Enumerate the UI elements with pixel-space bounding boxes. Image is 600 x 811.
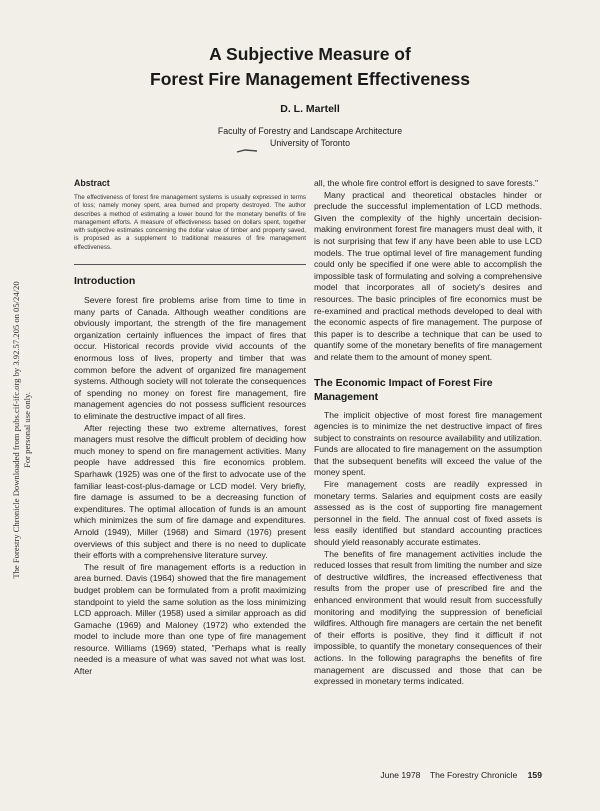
economic-paragraph-3: The benefits of fire management activities include the reduced losses that result from limiting the number and size of destructive wildfires, the increased effectiveness that results from the proper use of prescribed fire and the enhanced environment that would result from successfully monitoring and modifying the suppression of beneficial wildfires. Although fire managers are certain the net benefit of their efforts is positive, they find it difficult if not impossible, to quantify the monetary consequences of their actions. In the following paragraphs the benefits of fire management are discussed and those that can be expressed in monetary terms indicated. (314, 548, 542, 687)
affiliation-line2: University of Toronto (269, 138, 351, 148)
abstract-divider (74, 264, 306, 265)
left-column (74, 178, 306, 678)
article-title (60, 42, 560, 92)
download-notice-line2: For personal use only. (22, 392, 32, 468)
right-paragraph-continued: all, the whole fire control effort is designed to save forests." (314, 178, 539, 188)
page-number: 159 (527, 770, 542, 780)
download-notice (2, 0, 42, 811)
economic-paragraph-2: Fire management costs are readily expressed in monetary terms. Salaries and equipment costs are easily assessed as is the cost of supporting fire management personnel in the field. The annual cost of fixed assets is less easily identified but standard accounting practices should yield reasonably accurate estimates. (314, 479, 542, 548)
right-column (314, 178, 542, 688)
author-affiliation (60, 125, 560, 149)
article-title-line1: A Subjective Measure of (209, 44, 411, 64)
abstract-text: The effectiveness of forest fire management systems is usually expressed in terms of loss; namely money spent, area burned and property destroyed. The author describes a method of estimating a lower bound for the monetary benefits of fire management efforts. A measure of effectiveness based on dollars spent, together with subjective estimates concerning the dollar value of timber and property saved, is proposed as a supplement to traditional measures of fire management effectiveness. (74, 194, 306, 251)
intro-paragraph-2: After rejecting these two extreme alternatives, forest managers must resolve the difficult problem of deciding how much money to spend on fire management activities. Many people have addressed this fire economics problem. Sparhawk (1925) was one of the first to advocate use of the familiar least-cost-plus-damage or LCD model. Very briefly, fire damage is assumed to be a decreasing function of expenditures. The optimal allocation of funds is an amount which minimizes the sum of fire damage and expenditures. Arnold (1949), Miller (1968) and Simard (1976) present overviews of this subject and there is no need to duplicate their efforts with a comprehensive literature survey. (74, 422, 306, 561)
intro-paragraph-1: Severe forest fire problems arise from time to time in many parts of Canada. Although weather conditions are obviously important, the strength of the fire management organization certainly influences the impact of fires that occur. Historical records provide vivid accounts of the enormous loss of lives, property and timber that was common before the advent of organized fire management systems. Although society will not tolerate the consequences of spending no money on forest fire management, fire management agencies do not possess sufficient resources to eliminate the destructive impact of all fires. (74, 295, 306, 422)
page-footer (380, 770, 542, 780)
footer-separator (423, 770, 428, 780)
download-notice-text (11, 281, 33, 578)
economic-impact-heading: The Economic Impact of Forest Fire Management (314, 376, 493, 403)
article-title-line2: Forest Fire Management Effectiveness (150, 69, 470, 89)
issue-date: June 1978 (380, 770, 421, 780)
economic-paragraph-1: The implicit objective of most forest fire management agencies is to minimize the net destructive impact of fires subject to constraints on resource availability and utilization. Funds are allocated to fire management on the assumption that the subsequent benefits will exceed the value of the money spent. (314, 409, 542, 478)
author-name: D. L. Martell (280, 103, 340, 115)
download-notice-line1: The Forestry Chronicle Downloaded from pubs.cif-ifc.org by 3.92.57.205 on 05/24/20 (11, 281, 21, 579)
affiliation-line1: Faculty of Forestry and Landscape Architecture (217, 126, 403, 136)
right-paragraph-obstacles: Many practical and theoretical obstacles hinder or preclude the successful implementation of LCD methods. Given the complexity of the highly uncertain decision-making environment forest fire managers must deal with, it is not surprising that few if any have been able to use LCD models. The true optimal level of fire management funding could only be specified if one were able to accomplish the impossible task of formulating and solving a comprehensive model that incorporates all of society's desires and resources. The basic principles of fire economics must be re-examined and practical methods developed to deal with the economic aspects of fire management. The purpose of this paper is to describe a technique that can be used to quantify some of the monetary benefits of fire management and relate them to the amount of money spent. (314, 189, 542, 362)
journal-name: The Forestry Chronicle (429, 770, 518, 780)
ink-mark-icon (236, 148, 258, 154)
introduction-heading: Introduction (74, 275, 136, 288)
intro-paragraph-3: The result of fire management efforts is a reduction in area burned. Davis (1964) showed that the fire management budget problem can be formulated from a profit maximizing standpoint to yield the same solution as the loss minimizing LCD approach. Miller (1958) used a similar approach as did Gamache (1969) and Maloney (1972) who extended the model to include more than one type of fire management resource. Williams (1969) stated, "Perhaps what is really needed is a measure of what was saved not what was lost. After (74, 561, 306, 677)
abstract-heading: Abstract (74, 178, 110, 188)
